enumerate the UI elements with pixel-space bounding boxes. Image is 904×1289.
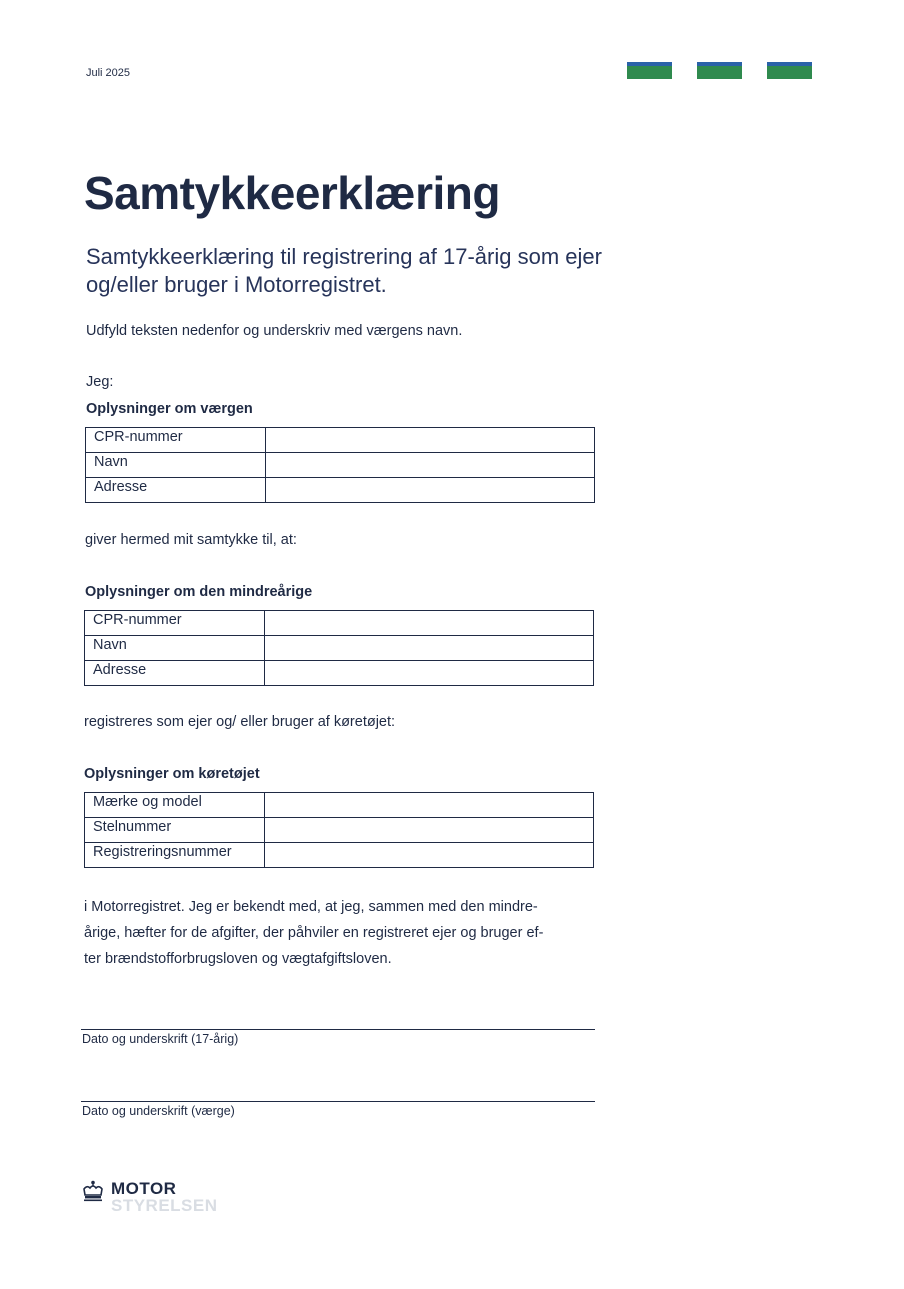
motorstyrelsen-logo [81,1180,218,1214]
closing-paragraph [84,894,596,972]
guardian-name-label: Navn [86,453,266,478]
document-date: Juli 2025 [86,67,131,79]
guardian-cpr-label: CPR-nummer [86,428,266,453]
vehicle-plate-field[interactable] [265,843,594,868]
guardian-signature-label: Dato og underskrift (værge) [82,1104,235,1118]
closing-line-2: årige, hæfter for de afgifter, der påhviler en registreret ejer og bruger ef- [84,925,544,941]
minor-name-label: Navn [85,636,265,661]
guardian-heading: Oplysninger om værgen [86,401,253,417]
closing-line-1: i Motorregistret. Jeg er bekendt med, at jeg, sammen med den mindre- [84,899,538,915]
guardian-name-field[interactable] [266,453,595,478]
guardian-address-label: Adresse [86,478,266,503]
vehicle-make-label: Mærke og model [85,793,265,818]
minor-cpr-field[interactable] [265,611,594,636]
guardian-table [85,427,595,503]
table-row [85,818,594,843]
logo-wordmark [111,1180,218,1214]
instructions: Udfyld teksten nedenfor og underskriv med værgens navn. [86,323,463,339]
minor-name-field[interactable] [265,636,594,661]
vehicle-heading: Oplysninger om køretøjet [84,766,260,782]
guardian-signature-line[interactable] [81,1101,595,1102]
minor-signature-line[interactable] [81,1029,595,1030]
minor-address-label: Adresse [85,661,265,686]
table-row [86,428,595,453]
vehicle-make-field[interactable] [265,793,594,818]
consent-text: giver hermed mit samtykke til, at: [85,532,297,548]
minor-address-field[interactable] [265,661,594,686]
vehicle-vin-label: Stelnummer [85,818,265,843]
table-row [85,636,594,661]
minor-heading: Oplysninger om den mindreårige [85,584,313,600]
register-text: registreres som ejer og/ eller bruger af køretøjet: [84,714,396,730]
logo-line-2: STYRELSEN [111,1196,218,1215]
table-row [85,843,594,868]
closing-line-3: ter brændstofforbrugsloven og vægtafgiftsloven. [84,951,392,967]
table-row [85,661,594,686]
page-title: Samtykkeerklæring [84,167,500,219]
vehicle-vin-field[interactable] [265,818,594,843]
table-row [86,478,595,503]
scan-mark-3 [767,62,812,79]
minor-table [84,610,594,686]
scan-mark-2 [697,62,742,79]
logo-line-1: MOTOR [111,1179,177,1198]
guardian-cpr-field[interactable] [266,428,595,453]
scan-marks [627,62,812,79]
scan-mark-1 [627,62,672,79]
table-row [85,611,594,636]
minor-signature-label: Dato og underskrift (17-årig) [82,1032,239,1046]
vehicle-plate-label: Registreringsnummer [85,843,265,868]
vehicle-table [84,792,594,868]
crown-icon [81,1180,105,1207]
jeg-label: Jeg: [86,374,114,390]
guardian-address-field[interactable] [266,478,595,503]
table-row [86,453,595,478]
page-subtitle: Samtykkeerklæring til registrering af 17-årig som ejer og/eller bruger i Motorregistret. [86,244,602,297]
table-row [85,793,594,818]
minor-cpr-label: CPR-nummer [85,611,265,636]
